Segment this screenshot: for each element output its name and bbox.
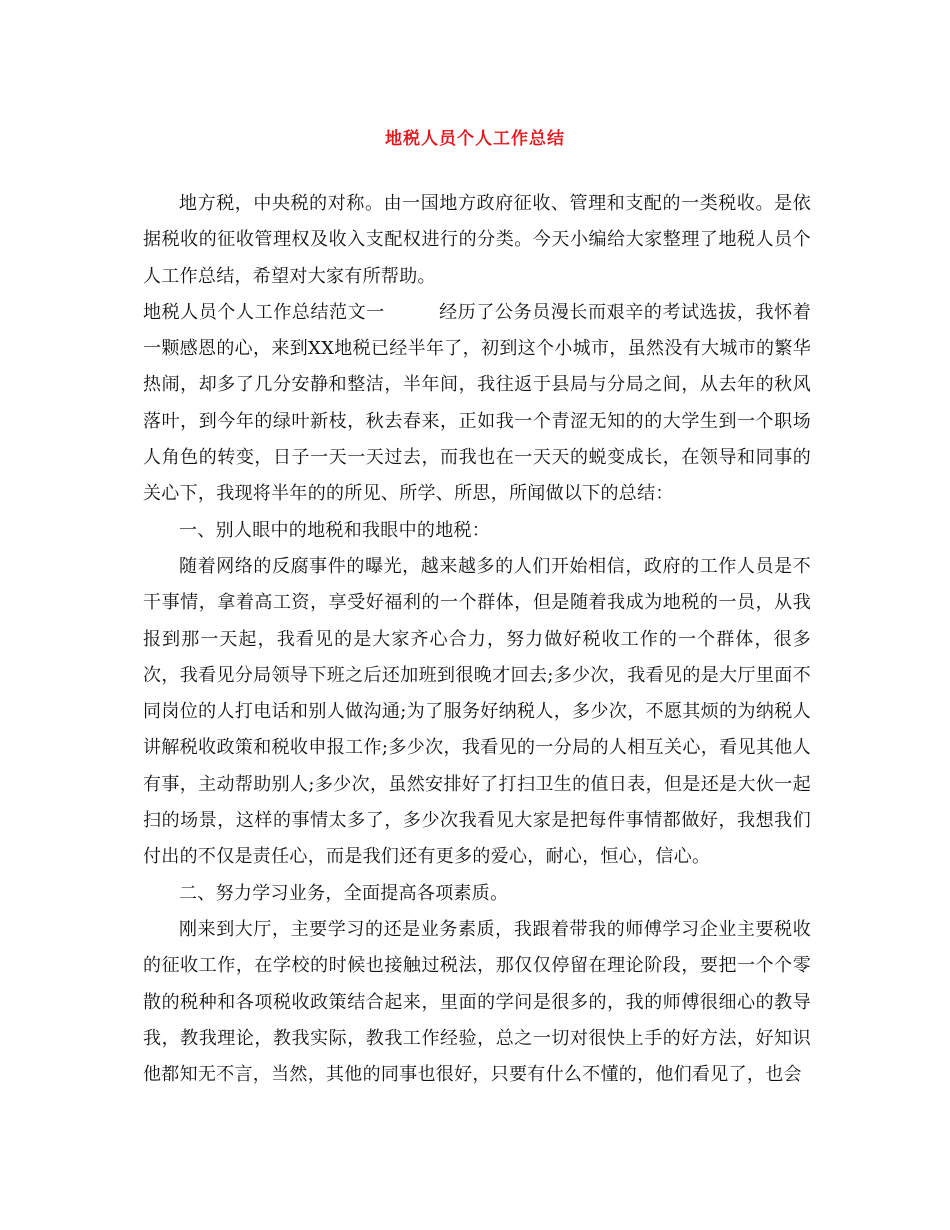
sample-text: 经历了公务员漫长而艰辛的考试选拔，我怀着一颗感恩的心，来到XX地税已经半年了，初到这个小城市，虽然没有大城市的繁华热闹，却多了几分安静和整洁，半年间，我往返于县局与分局之间，从去年的秋风落叶，到今年的绿叶新枝，秋去春来，正如我一个青涩无知的的大学生到一个职场人角色的转变，日子一天一天过去，而我也在一天天的蜕变成长，在领导和同事的关心下，我现将半年的的所见、所学、所思，所闻做以下的总结： — [143, 301, 811, 505]
document-title: 地税人员个人工作总结 — [385, 129, 565, 149]
intro-paragraph: 地方税，中央税的对称。由一国地方政府征收、管理和支配的一类税收。是依据税收的征收管理权及收入支配权进行的分类。今天小编给大家整理了地税人员个人工作总结，希望对大家有所帮助。 — [143, 193, 811, 287]
section2-paragraph: 刚来到大厅，主要学习的还是业务素质，我跟着带我的师傅学习企业主要税收的征收工作，在学校的时候也接触过税法，那仅仅停留在理论阶段，要把一个个零散的税种和各项税收政策结合起来，里面的学问是很多的，我的师傅很细心的教导我，教我理论，教我实际，教我工作经验，总之一切对很快上手的好方法，好知识他都知无不言，当然，其他的同事也很好，只要有什么不懂的，他们看见了，也会 — [143, 918, 811, 1086]
sample-heading: 地税人员个人工作总结范文一 — [143, 301, 385, 323]
section2-heading: 二、努力学习业务，全面提高各项素质。 — [179, 882, 509, 904]
document-body — [143, 186, 811, 1093]
section1-paragraph: 随着网络的反腐事件的曝光，越来越多的人们开始相信，政府的工作人员是不干事情，拿着高工资，享受好福利的一个群体，但是随着我成为地税的一员，从我报到那一天起，我看见的是大家齐心合力，努力做好税收工作的一个群体，很多次，我看见分局领导下班之后还加班到很晚才回去;多少次，我看见的是大厅里面不同岗位的人打电话和别人做沟通;为了服务好纳税人，多少次，不愿其烦的为纳税人讲解税收政策和税收申报工作;多少次，我看见的一分局的人相互关心，看见其他人有事，主动帮助别人;多少次，虽然安排好了打扫卫生的值日表，但是还是大伙一起扫的场景，这样的事情太多了，多少次我看见大家是把每件事情都做好，我想我们付出的不仅是责任心，而是我们还有更多的爱心，耐心，恒心，信心。 — [143, 555, 811, 868]
section1-heading: 一、别人眼中的地税和我眼中的地税： — [179, 519, 491, 541]
sample-paragraph — [143, 295, 811, 513]
